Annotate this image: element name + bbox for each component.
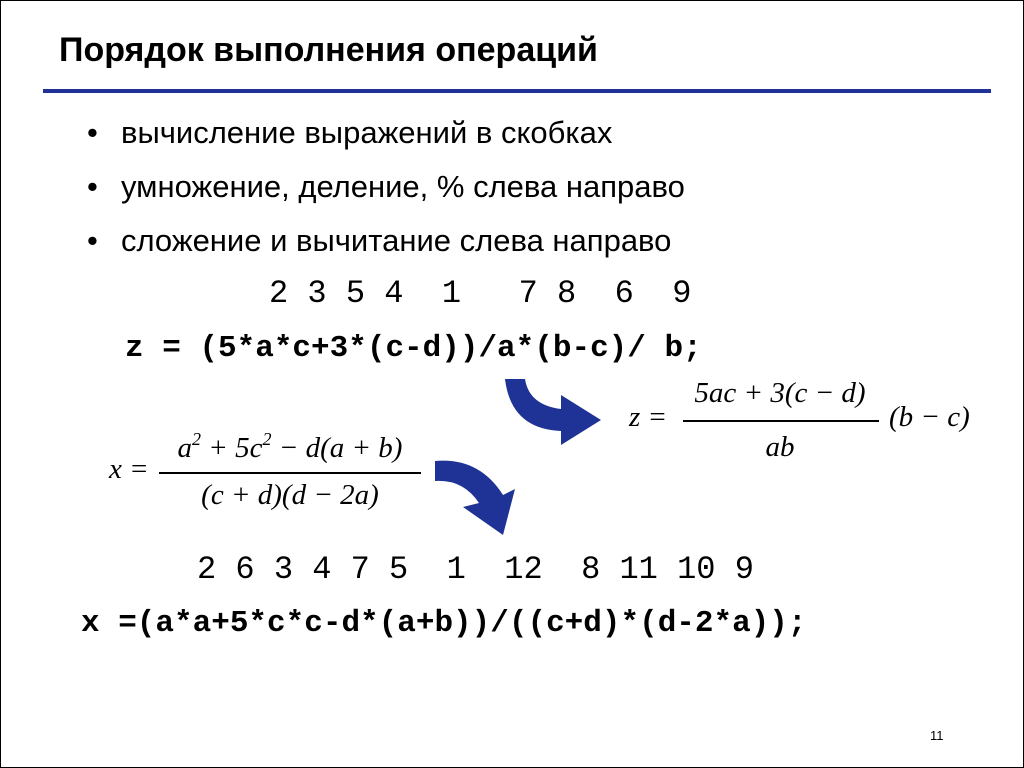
- formula-x-lhs: x =: [109, 453, 149, 485]
- bullet-item: [87, 165, 685, 219]
- formula-x-exponent: 2: [192, 429, 202, 449]
- bullet-dot-icon: •: [87, 169, 98, 204]
- bullet-text: умножение, деление, % слева направо: [121, 169, 685, 204]
- bullet-text: вычисление выражений в скобках: [121, 115, 613, 150]
- formula-x-exponent: 2: [262, 429, 272, 449]
- formula-z-rhs: (b − c): [889, 401, 970, 433]
- slide-title: Порядок выполнения операций: [59, 31, 598, 69]
- bullet-dot-icon: •: [87, 223, 98, 258]
- bullet-text: сложение и вычитание слева направо: [121, 223, 672, 258]
- formula-x-term: − d(a + b): [271, 432, 403, 464]
- formula-z-numerator: 5ac + 3(c − d): [694, 377, 866, 409]
- bullet-item: [87, 219, 685, 273]
- code-expression-z: z = (5*a*c+3*(c-d))/a*(b-c)/ b;: [125, 331, 702, 366]
- curved-arrow-down-icon: [433, 455, 529, 537]
- bullet-list: [87, 111, 685, 273]
- bullet-item: [87, 111, 685, 165]
- curved-arrow-right-icon: [499, 375, 605, 447]
- formula-z-fraction-bar: [683, 420, 879, 422]
- operation-order-numbers-z: 2 3 5 4 1 7 8 6 9: [269, 275, 692, 312]
- title-underline: [43, 89, 991, 93]
- formula-z-lhs: z =: [629, 401, 668, 433]
- formula-z-denominator: ab: [765, 431, 795, 463]
- formula-x-term: a: [177, 432, 193, 464]
- bullet-dot-icon: •: [87, 115, 98, 150]
- page-number: 11: [930, 728, 944, 743]
- operation-order-numbers-x: 2 6 3 4 7 5 1 12 8 11 10 9: [197, 551, 754, 588]
- formula-x-numerator: [149, 429, 431, 465]
- formula-x-term: + 5c: [201, 432, 263, 464]
- code-expression-x: x =(a*a+5*c*c-d*(a+b))/((c+d)*(d-2*a));: [81, 606, 807, 641]
- formula-x-denominator: (c + d)(d − 2a): [201, 479, 379, 511]
- formula-x-fraction-bar: [159, 472, 421, 474]
